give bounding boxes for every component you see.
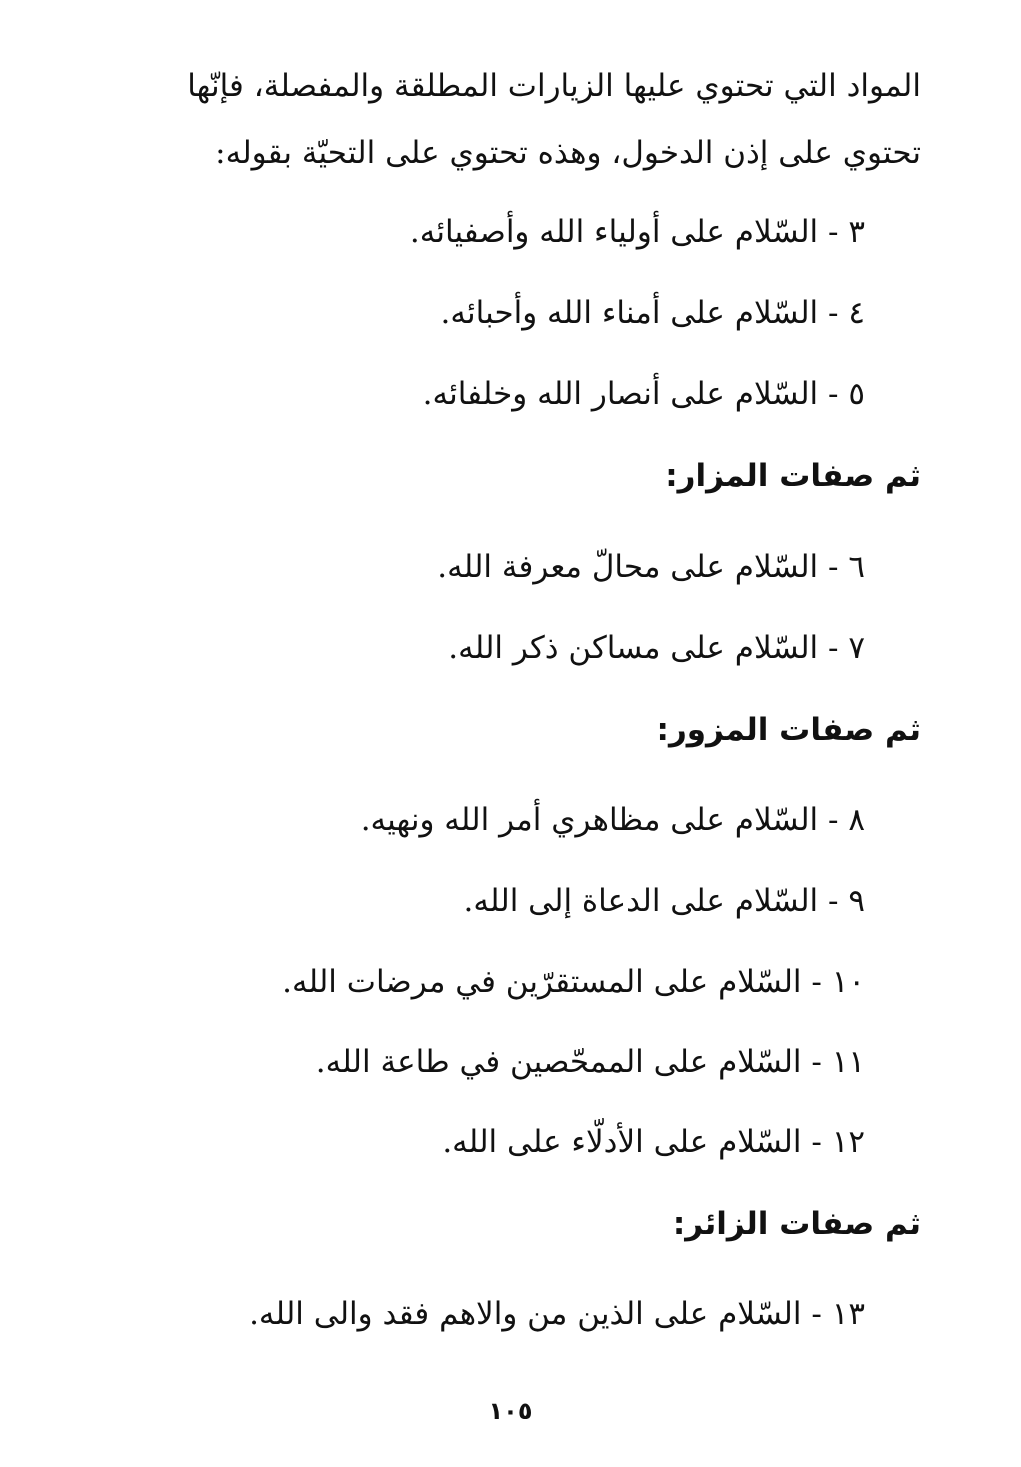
intro-line-2: تحتوي على إذن الدخول، وهذه تحتوي على التحيّة بقوله:	[215, 135, 921, 171]
section-heading: ثم صفات المزور:	[656, 712, 921, 748]
list-item: ١٣ - السّلام على الذين من والاهم فقد والى الله.	[249, 1296, 865, 1332]
list-item: ١٢ - السّلام على الأدلّاء على الله.	[442, 1124, 865, 1160]
list-item: ٧ - السّلام على مساكن ذكر الله.	[448, 630, 865, 666]
list-item: ٣ - السّلام على أولياء الله وأصفيائه.	[409, 214, 865, 250]
intro-line-1: المواد التي تحتوي عليها الزيارات المطلقة والمفصلة، فإنّها	[187, 68, 921, 104]
section-heading: ثم صفات المزار:	[665, 458, 921, 494]
list-item: ١٠ - السّلام على المستقرّين في مرضات الله.	[282, 964, 865, 1000]
list-item: ١١ - السّلام على الممحّصين في طاعة الله.	[315, 1044, 865, 1080]
list-item: ٨ - السّلام على مظاهري أمر الله ونهيه.	[360, 802, 865, 838]
list-item: ٤ - السّلام على أمناء الله وأحبائه.	[440, 295, 865, 331]
list-item: ٥ - السّلام على أنصار الله وخلفائه.	[422, 376, 865, 412]
list-item: ٦ - السّلام على محالّ معرفة الله.	[437, 549, 865, 585]
section-heading: ثم صفات الزائر:	[672, 1206, 921, 1242]
page-number: ١٠٥	[488, 1397, 533, 1425]
list-item: ٩ - السّلام على الدعاة إلى الله.	[463, 883, 865, 919]
